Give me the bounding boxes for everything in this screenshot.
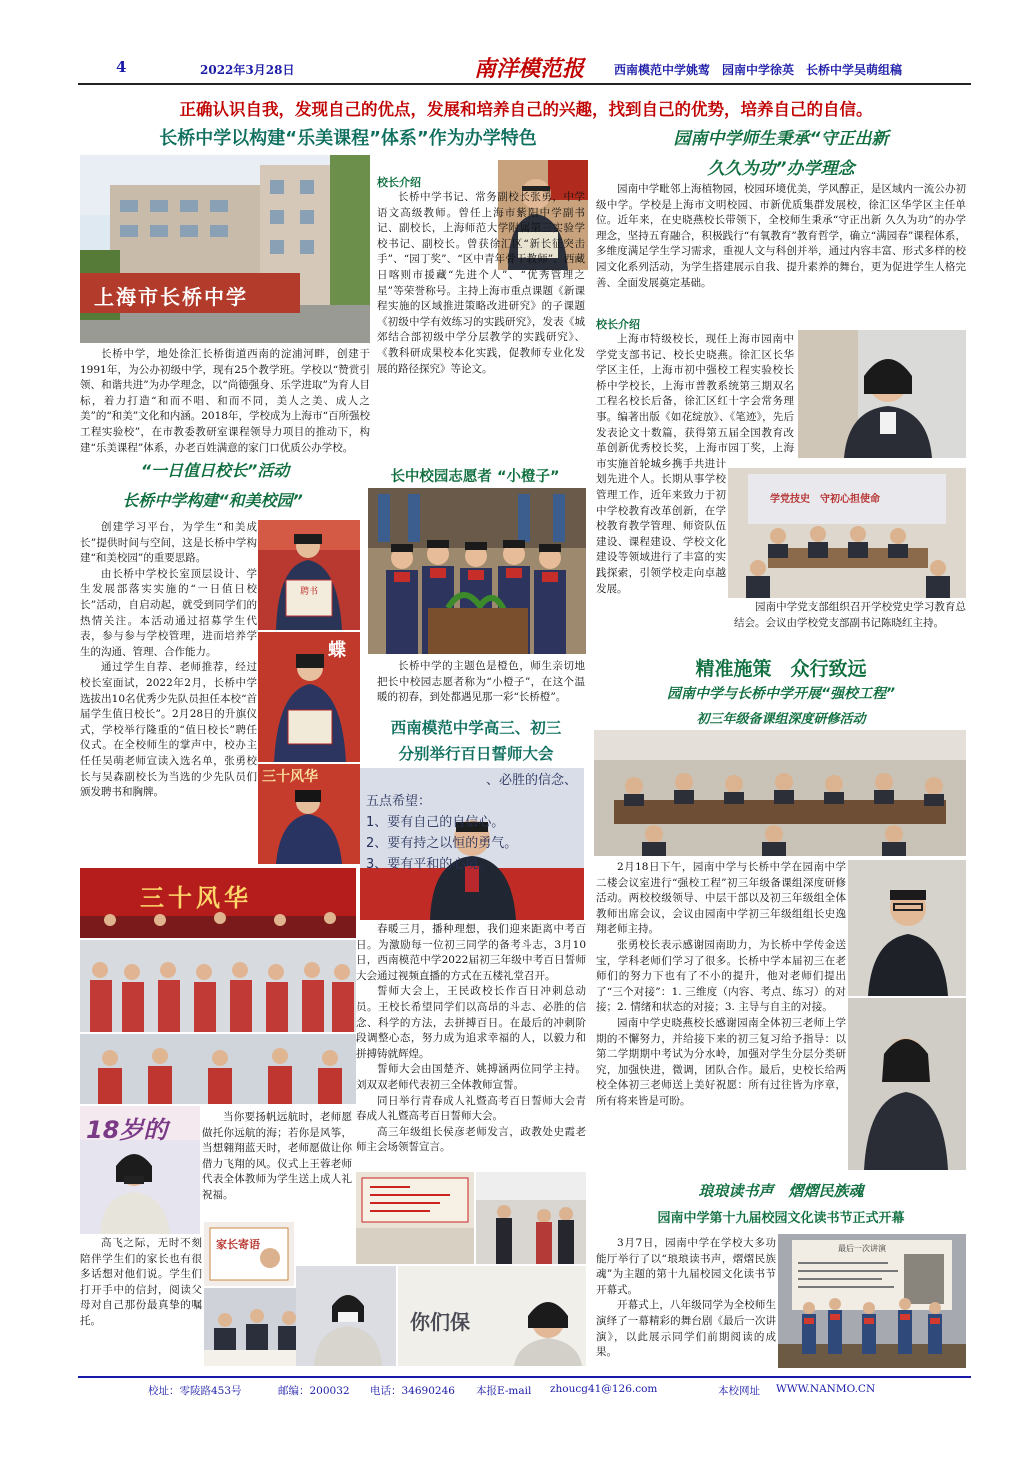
yuannan-title-1: 园南中学师生秉承“守正出新 [673,129,889,149]
issue-date: 2022年3月28日 [200,63,295,77]
changqiao-intro-text [80,347,370,459]
adult-text-2 [80,1236,202,1366]
yuannan-intro [596,182,966,308]
school-sign-text: 上海市长桥中学 [94,285,248,309]
yuannan-intro-para: 园南中学毗邻上海植物园，校园环境优美，学风醇正，是区域内一流公办初级中学。学校是上海市文明校园、市新优质集群发展校，徐汇区华学区主任单位。近年来，在史晓燕校长带领下，全校师生秉承“守正出新 久久为功”的办学理念，坚持五育融合，积极践行“有氧教育”教育哲学，确立“满园春”课程体系，多维度满足学生学习需求，重视人文与科创并举，通过内容丰富、形式多样的校园文化系列活动，为学生搭建展示自我、提升素养的舞台，更为促进学生人格完善、全面发展奠定基础。 [596,183,966,289]
hundred-day-title-1: 西南模范中学高三、初三 [390,719,562,737]
adult-banner-text: 18岁的 [86,1116,168,1144]
meeting-screen-text: 学党技史 守初心担使命 [770,494,880,505]
joint-para-3: 园南中学史晓燕校长感谢园南全体初三老师上学期的不懈努力，并给接下来的初三复习给予指导：以第二学期期中考试为分水岭，加强对学生分层分类研究，加强快进，微调，团队合作。最后，史校长给两校全体初三老师送上美好祝愿：所有过往皆为序章，所有将来皆是可盼。 [596,1016,846,1107]
speaker-man-photo [848,860,966,996]
speech-screen-text [366,770,577,875]
changqiao-principal-para: 长桥中学书记、常务副校长张勇，中学语文高级教师。曾任上海市紫阳中学副书记、副校长，上海师范大学附属第三实验学校书记、副校长。曾获徐汇区“新长征突击手”、“园丁奖”、“区中青年骨干教师”、西藏日喀则市援藏“先进个人”、“优秀管理之星”等荣誉称号。主持上海市重点课题《新课程实施的区域推进策略改进研究》的子课题《初级中学有效练习的实践研究》，发表《城郊结合部初级中学分层教学的实践研究》、《教科研成果校本化实践，促教师专业化发展的路径探究》等论文。 [377,191,585,375]
slide-text: 你们保 [410,1310,470,1334]
joint-meeting-photo [594,730,966,856]
reading-stage-photo [778,1234,966,1368]
footer-phone: 电话：34690246 [370,1385,455,1397]
duty-bg-text-2: 三十风华 [262,769,318,785]
hundred-day-para-4: 同日举行青春成人礼暨高考百日誓师大会青春成人礼暨高考百日誓师大会。 [356,1094,586,1123]
stage-photo [80,868,356,938]
volunteer-photo [368,488,586,654]
volunteer-caption-para: 长桥中学的主题色是橙色，师生亲切地把长中校园志愿者称为“小橙子”，在这个温暖的初春，到处都遇见那一彩“长桥橙”。 [377,660,585,704]
screen-line-2: 五点希望： [366,794,432,809]
adult-para-1: 当你要扬帆远航时，老师愿做托你远航的海；若你是风筝，当想翱翔蓝天时，老师愿做让你借力飞翔的风。仪式上王蓉老师代表全体教师为学生送上成人礼祝福。 [202,1111,352,1201]
duty-photo-1 [258,520,360,630]
duty-photo-3 [258,764,360,864]
reading-title-2: 园南中学第十九届校园文化读书节正式开幕 [657,1211,905,1226]
joint-para-2: 张勇校长表示感谢园南助力，为长桥中学传金送宝，学科老师们学习了很多。长桥中学本届初三在老师们的努力下也有了不小的提升，他对老师们提出了“三个对接”：1. 三维度（内容、考点、练习）的对接；2. 情绪和状态的对接；3. 主导与自主的对接。 [596,938,846,1014]
editors-credit: 西南模范中学姚莺 园南中学徐英 长桥中学吴萌组稿 [614,63,903,77]
student-speaker-photo [296,1266,396,1366]
reading-screen-title: 最后一次讲演 [838,1244,886,1253]
hundred-day-para-1: 春暖三月，播种理想，我们迎来距离中考百日。为激励每一位初三同学的备考斗志，3月10日，西南模范中学2022届初三年级中考百日誓师大会通过视频直播的方式在五楼礼堂召开。 [356,923,586,982]
joint-title-2: 园南中学与长桥中学开展“强校工程” [666,686,896,702]
hundred-day-para-5: 高三年级组长侯彦老师发言，政教处史霞老师主会场领誓宣言。 [356,1125,586,1154]
banner-slogan: 正确认识自我，发现自己的优点，发展和培养自己的兴趣，找到自己的优势，培养自己的自信。 [179,100,873,119]
footer-site-label: 本校网址 [718,1385,760,1397]
joint-para-1: 2月18日下午，园南中学与长桥中学在园南中学二楼会议室进行“强校工程”初三年级备课组深度研修活动。两校校级领导、中层干部以及初三年级组全体教师出席会议，会议由园南中学初三年级组组长史逸翔老师主持。 [596,861,846,936]
adult-text-1 [202,1110,352,1234]
footer-email-label: 本报E-mail [476,1385,532,1397]
changqiao-principal-text [377,190,585,455]
header-bar [78,56,971,85]
hundred-day-para-3: 誓师大会由国楚齐、姚搏涵两位同学主持。刘双双老师代表初三全体教师宣誓。 [356,1063,586,1091]
oath-class-photo [80,1034,356,1104]
screen-line-5: 3、要有平和的心境。 [366,857,492,872]
oath-students-photo [80,940,356,1032]
hundred-day-title-2: 分别举行百日誓师大会 [398,745,554,763]
adult-ceremony-photo [80,1106,200,1234]
joint-title-1: 精准施策 众行致远 [695,658,867,680]
changqiao-title: 长桥中学以构建“乐美课程”体系”作为办学特色 [159,128,537,149]
joint-text [596,860,846,1198]
duty-title-1: “一日值日校长”活动 [140,461,290,480]
party-meeting-photo [728,468,966,598]
duty-photo-2 [258,632,360,762]
changqiao-principal-heading: 校长介绍 [377,176,421,189]
party-meeting-caption-para: 园南中学党支部组织召开学校党史学习教育总结会。会议由学校党支部副书记陈晓红主持。 [734,601,966,629]
footer-zip: 邮编：200032 [278,1385,350,1397]
adult-para-2: 高飞之际，无时不刻陪伴学生们的家长也有很多话想对他们说。学生们打开手中的信封，阅读父母对自己那份最真挚的嘱托。 [80,1237,202,1327]
joint-title-3: 初三年级备课组深度研修活动 [696,712,866,727]
float-spacer-1 [794,332,966,462]
yuannan-principal-para: 上海市特级校长，现任上海市园南中学党支部书记、校长史晓燕。徐汇区长华学区主任，上海市初中强校工程实验校长桥中学校长，上海市普教系统第三期双名工程名校长后备，徐汇区红十字会常务理事。编著出版《如花绽放》、《笔迹》，先后发表论文十数篇，获得第五届全国教育改革创新优秀校长奖，上海市园丁奖，上海市实施首轮城乡携手共进计划先进个人。长期从事学校管理工作，近年来致力于初中学校教育改革创新，在学校教育教学管理、师资队伍建设、课程建设、学校文化建设等领域进行了丰富的实践探索，引领学校走向卓越发展。 [596,333,794,595]
party-meeting-caption [734,600,966,646]
changqiao-intro-para: 长桥中学，地处徐汇长桥街道西南的淀浦河畔，创建于1991年，为公办初级中学，现有25个教学班。学校以“赞赏引领、和谐共进”为办学理念，以“尚德强身、乐学进取”为育人目标，着力打造“和而不唱、和而不同，美人之美、成人之美”的“和美”文化和内涵。2018年，学校成为上海市“百所强校工程实验校”，在市教委教研室课程领导力项目的推动下，构建“乐美课程”体系，办老百姓满意的家门口优质公办学校。 [80,348,370,454]
footer-site-link[interactable]: WWW.NANMO.CN [776,1383,876,1395]
screen-line-1: 、必胜的信念、 [486,773,578,788]
volunteer-caption [377,659,585,707]
reading-para-2: 开幕式上，八年级同学为全校师生演绎了一幕精彩的舞台剧《最后一次讲演》，以此展示同学们前期阅读的成果。 [596,1299,776,1359]
duty-para-1: 创建学习平台，为学生“和美成长”提供时间与空间，这是长桥中学构建“和美校园”的重要思路。 [80,521,257,565]
duty-title-2: 长桥中学构建“和美校园” [122,491,303,510]
certificate-label: 聘书 [300,587,319,597]
reading-title-1: 琅琅读书声 熠熠民族魂 [698,1182,864,1200]
page-number: 4 [116,58,127,76]
footer-address: 校址：零陵路453号 [148,1385,242,1397]
reading-text [596,1236,776,1368]
screen-line-4: 2、要有持之以恒的勇气。 [366,836,518,851]
oath-reading-photo [356,1172,474,1264]
screen-line-3: 1、要有自己的自信心。 [366,815,505,830]
duty-bg-text: 蝶 [328,640,346,661]
teacher-slide-photo [398,1266,586,1366]
parent-letter-title: 家长寄语 [216,1238,260,1251]
duty-para-3: 通过学生自荐、老师推荐，经过校长室面试，2022年2月，长桥中学选拔出10名优秀少先队员担任本校“首届学生值日校长”。2月28日的升旗仪式，学校举行隆重的“值日校长”聘任仪式。在全校师生的掌声中，校办主任任吴萌老师宣读入选名单，张勇校长与吴森副校长为当选的少先队员们颁发聘书和胸牌。 [80,661,257,799]
stage-banner-text: 三十风华 [140,884,252,912]
duty-para-2: 由长桥中学校长室顶层设计、学生发展部落实实施的“一日值日校长”活动，自启动起，就受到同学们的热情关注。本活动通过招募学生代表，参与参与学校管理，进而培养学生的沟通、管理、合作能力。 [80,567,257,658]
hundred-day-text [356,922,586,1170]
school-building-photo [80,155,370,343]
parent-letter-photo [204,1222,294,1286]
hundred-day-para-2: 誓师大会上，王民政校长作百日冲刺总动员。王校长希望同学们以高昂的斗志、必胜的信念、科学的方法，去拼搏百日。在最后的冲刺阶段调整心态，努力成为追求幸福的人，以毅力和拼搏铸就辉煌。 [356,985,586,1060]
speaker-woman-photo [848,998,966,1170]
volunteer-title: 长中校园志愿者 “小橙子” [390,469,560,485]
hall-photo [476,1172,586,1264]
footer-bar [78,1376,971,1400]
footer-email-link[interactable]: zhoucg41@126.com [550,1383,658,1395]
hundred-day-speech-photo [360,768,584,920]
yuannan-principal-heading: 校长介绍 [596,318,640,331]
masthead: 南洋模范报 [474,56,585,82]
reading-para-1: 3月7日，园南中学在学校大多功能厅举行了以“琅琅读书声，熠熠民族魂”为主题的第十九届校园文化读书节开幕式。 [596,1237,776,1296]
yuannan-title-2: 久久为功”办学理念 [707,159,855,179]
